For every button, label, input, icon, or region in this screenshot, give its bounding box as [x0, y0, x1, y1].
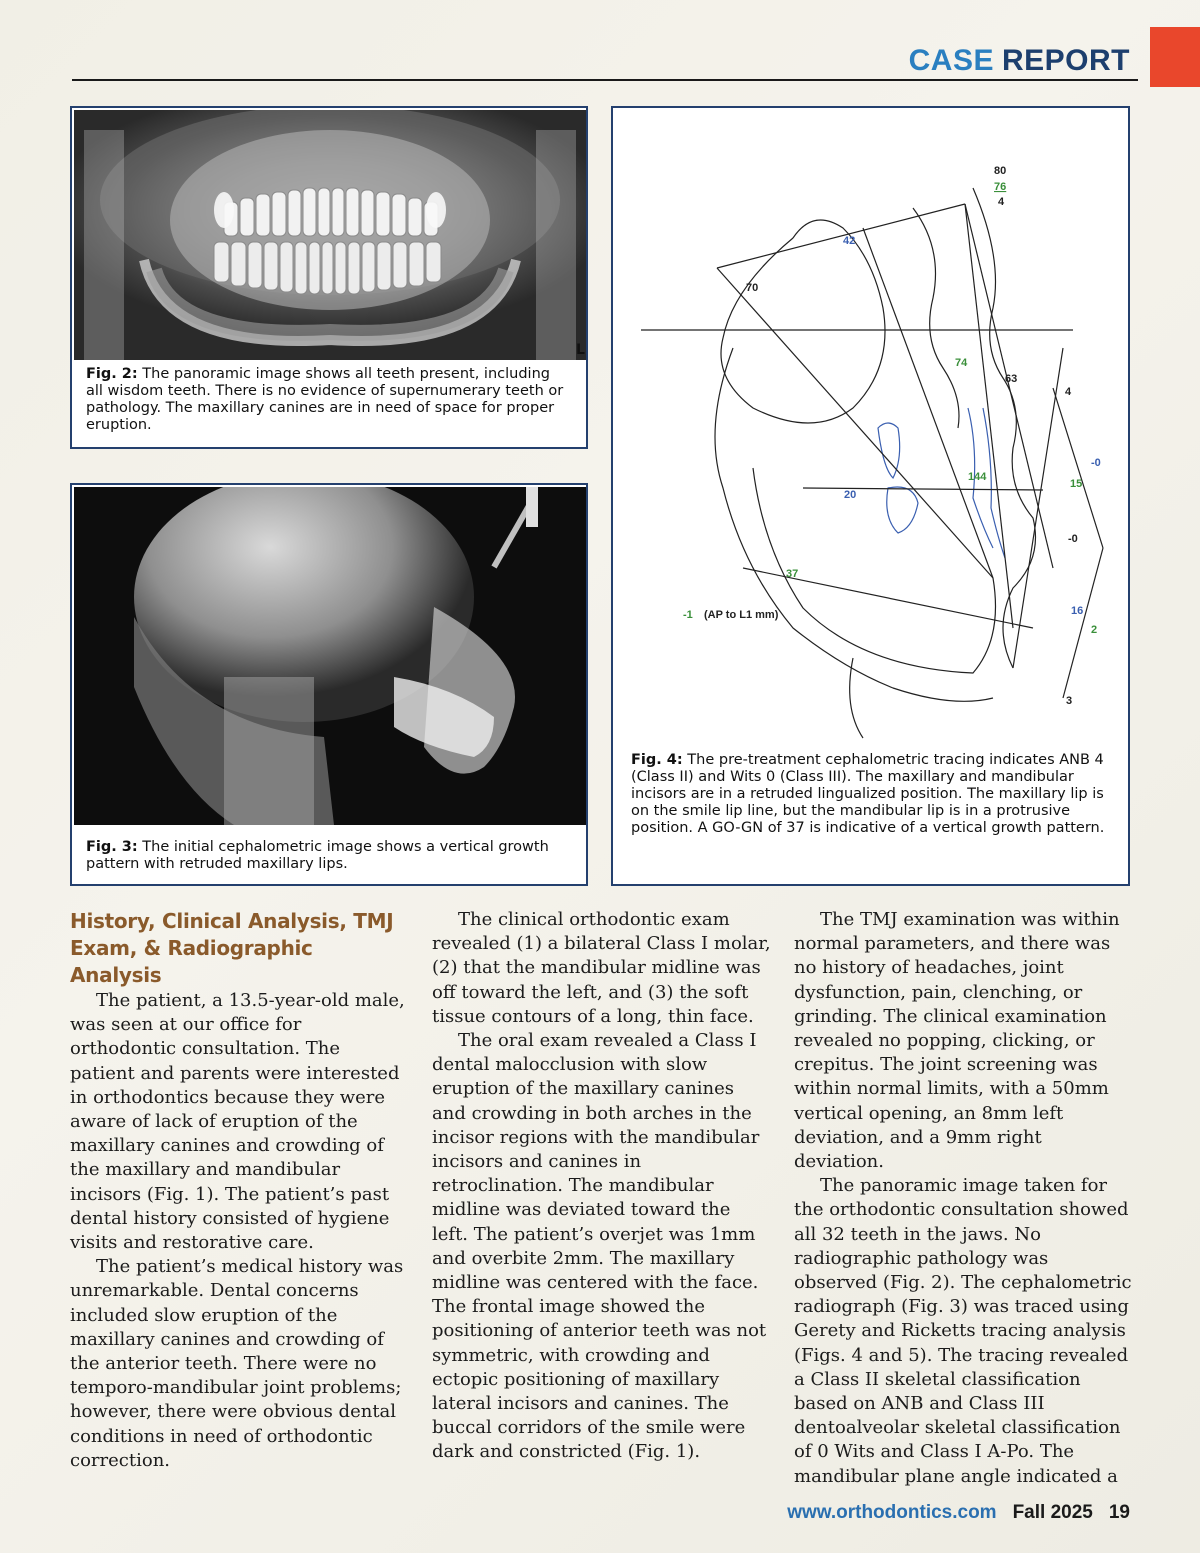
paragraph: The patient, a 13.5-year-old male, was seen at our office for orthodontic consultation. The patient and parents were interested in orthodontics because they were aware of lack of eruption of the maxillary canines and crowding of the maxillary and mandibular incisors (Fig. 1). The patient’s past dental history consisted of hygiene visits and restorative care. [70, 990, 405, 1254]
section-title-word2: REPORT [1001, 44, 1130, 77]
cephalometric-tracing [613, 108, 1128, 748]
tracing-label-42: 42 [843, 235, 856, 247]
footer-url[interactable]: www.orthodontics.com [787, 1502, 997, 1523]
article-column-2 [432, 908, 772, 1465]
figure-2-caption [86, 366, 566, 434]
figure-4-caption-text: The pre-treatment cephalometric tracing indicates ANB 4 (Class II) and Wits 0 (Class III). The maxillary and mandibular incisors are in a retruded lingualized position. The maxillary lip is on the smile lip line, but the mandibular lip is in a protrusive position. A GO-GN of 37 is indicative of a vertical growth pattern. [631, 752, 1105, 836]
cephalometric-xray-image [74, 487, 586, 825]
tracing-label-144: 144 [968, 471, 987, 483]
tracing-label-76: 76 [994, 181, 1007, 193]
page-footer [787, 1502, 1130, 1524]
tracing-ap-text: (AP to L1 mm) [704, 609, 779, 621]
tracing-label-15: 15 [1070, 478, 1083, 490]
section-heading [70, 908, 410, 989]
tracing-label-neg0-a: -0 [1091, 457, 1101, 469]
article-column-3 [794, 908, 1134, 1489]
tracing-label-3: 3 [1066, 695, 1073, 707]
tracing-label-2: 2 [1091, 624, 1098, 636]
tracing-label-37: 37 [786, 568, 799, 580]
tracing-label-4-top: 4 [998, 196, 1005, 208]
paragraph: The TMJ examination was within normal parameters, and there was no history of headaches, joint dysfunction, pain, clenching, or grinding. The clinical examination revealed no popping, clicking, or crepitus. The joint screening was within normal limits, with a 50mm vertical opening, an 8mm left deviation, and a 9mm right deviation. [794, 909, 1120, 1173]
paragraph: The oral exam revealed a Class I dental malocclusion with slow eruption of the maxillary canines and crowding in both arches in the incisor regions with the mandibular incisors and canines in retroclination. The mandibular midline was deviated toward the left. The patient’s overjet was 1mm and overbite 2mm. The maxillary midline was centered with the face. The frontal image showed the positioning of anterior teeth was not symmetric, with crowding and ectopic positioning of maxillary lateral incisors and canines. The buccal corridors of the smile were dark and constricted (Fig. 1). [432, 1030, 767, 1463]
tracing-label-63: 63 [1005, 373, 1018, 385]
article-column-1 [70, 908, 410, 1473]
tracing-ap-value: -1 [683, 609, 693, 621]
tracing-label-4-right: 4 [1065, 386, 1072, 398]
section-tab [1150, 27, 1200, 87]
figure-3-caption [86, 839, 566, 873]
header-rule [72, 79, 1138, 81]
section-heading-line2: Exam, & Radiographic Analysis [70, 936, 313, 987]
tracing-label-70: 70 [746, 282, 759, 294]
tracing-label-20: 20 [844, 489, 857, 501]
tracing-label-16: 16 [1071, 605, 1084, 617]
paragraph: The clinical orthodontic exam revealed (1) a bilateral Class I molar, (2) that the mandibular midline was off toward the left, and (3) the soft tissue contours of a long, thin face. [432, 909, 771, 1027]
figure-3-caption-label: Fig. 3: [86, 839, 138, 855]
section-title [909, 44, 1130, 78]
tracing-label-74: 74 [955, 357, 968, 369]
figure-2 [70, 106, 588, 449]
page-number: 19 [1108, 1502, 1130, 1523]
paragraph: The panoramic image taken for the orthodontic consultation showed all 32 teeth in the jaws. No radiographic pathology was observed (Fig. 2). The cephalometric radiograph (Fig. 3) was traced using Gerety and Ricketts tracing analysis (Figs. 4 and 5). The tracing revealed a Class II skeletal classification based on ANB and Class III dentoalveolar skeletal classification of 0 Wits and Class I A-Po. The mandibular plane angle indicated a [794, 1175, 1132, 1487]
paragraph: The patient’s medical history was unremarkable. Dental concerns included slow eruption of the maxillary canines and crowding of the anterior teeth. There were no temporo-mandibular joint problems; however, there were obvious dental conditions in need of orthodontic correction. [70, 1256, 404, 1471]
panoramic-side-marker: L [576, 342, 585, 358]
figure-4 [611, 106, 1130, 886]
figure-3 [70, 483, 588, 886]
section-heading-line1: History, Clinical Analysis, TMJ [70, 909, 394, 933]
figure-4-caption [631, 752, 1111, 837]
panoramic-xray-image [74, 110, 586, 360]
tracing-label-neg0-b: -0 [1068, 533, 1078, 545]
footer-issue: Fall 2025 [1012, 1502, 1093, 1523]
figure-2-caption-label: Fig. 2: [86, 366, 138, 382]
figure-4-caption-label: Fig. 4: [631, 752, 683, 768]
figure-3-caption-text: The initial cephalometric image shows a vertical growth pattern with retruded maxillary lips. [86, 839, 549, 872]
figure-2-caption-text: The panoramic image shows all teeth present, including all wisdom teeth. There is no evidence of supernumerary teeth or pathology. The maxillary canines are in need of space for proper eruption. [86, 366, 564, 433]
tracing-label-80: 80 [994, 165, 1007, 177]
section-title-word1: CASE [908, 44, 994, 77]
